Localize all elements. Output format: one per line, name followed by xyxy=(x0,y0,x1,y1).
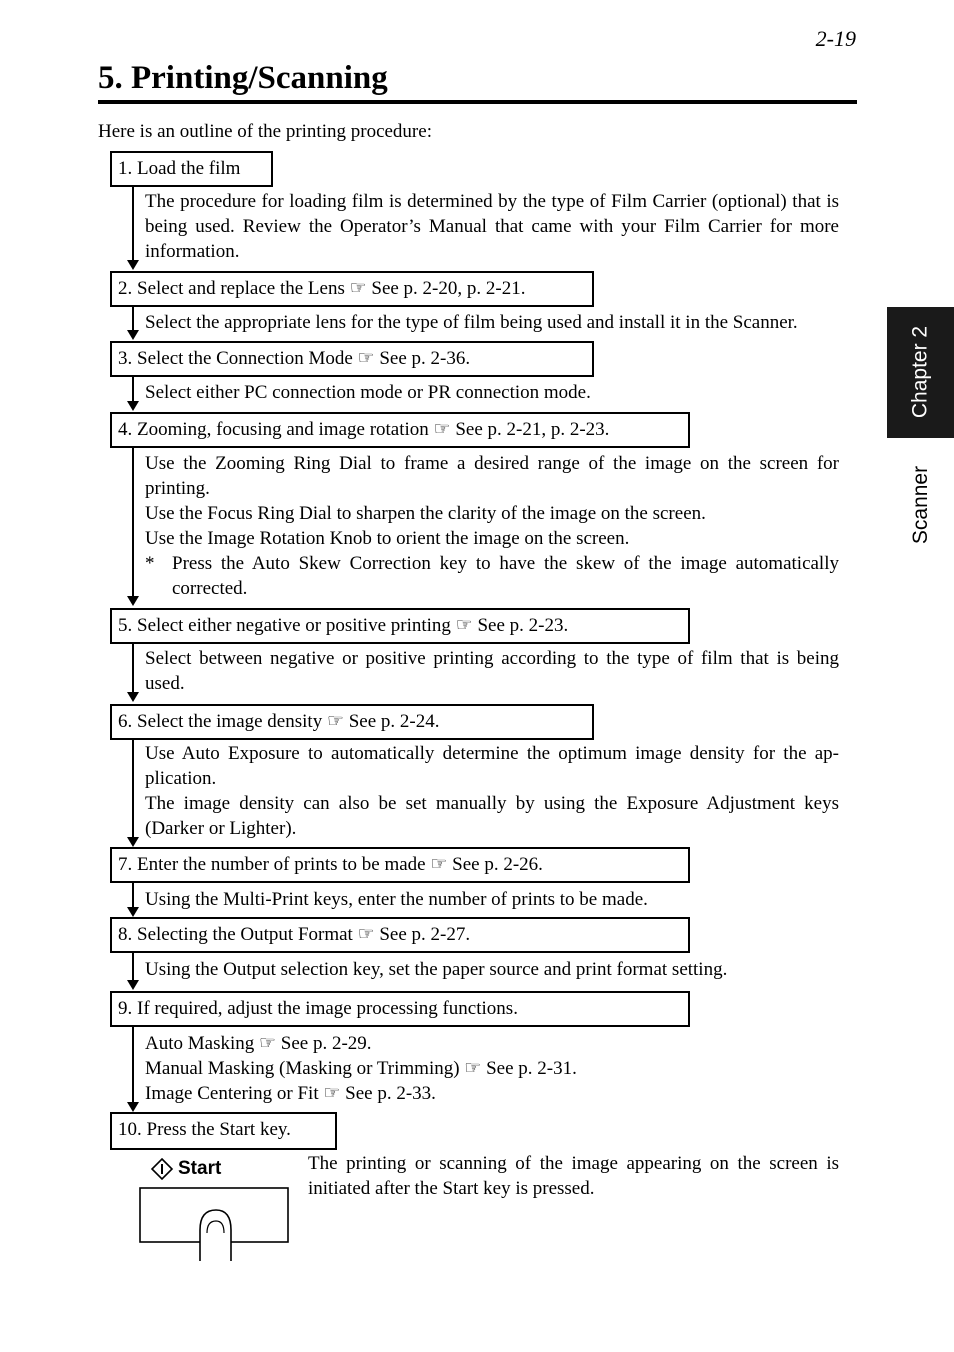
step-9-arrowhead xyxy=(127,1102,139,1112)
step-5-arrowhead xyxy=(127,692,139,702)
step-6-box: 6. Select the image density ☞ See p. 2-24. xyxy=(110,704,594,740)
step-1-description xyxy=(145,189,839,264)
step-8-line-1: Using the Output selection key, set the paper source and print format setting. xyxy=(145,959,728,980)
step-2-line-1: Select the appropriate lens for the type of film being used and install it in the Scanner. xyxy=(145,312,798,333)
step-3-box: 3. Select the Connection Mode ☞ See p. 2-36. xyxy=(110,341,594,377)
step-6-description xyxy=(145,741,839,841)
step-5-description xyxy=(145,646,839,696)
finger-icon xyxy=(200,1210,231,1261)
step-8-box: 8. Selecting the Output Format ☞ See p. 2-27. xyxy=(110,917,690,953)
step-9-description xyxy=(145,1031,839,1106)
step-3-arrow xyxy=(132,377,134,401)
step-5-box: 5. Select either negative or positive printing ☞ See p. 2-23. xyxy=(110,608,690,644)
start-key-label: Start xyxy=(178,1158,222,1179)
step-10-box: 10. Press the Start key. xyxy=(110,1112,337,1150)
step-6-arrowhead xyxy=(127,837,139,847)
step-1-arrow xyxy=(132,187,134,260)
step-4-description xyxy=(145,451,839,601)
step-7-line-1: Using the Multi-Print keys, enter the number of prints to be made. xyxy=(145,889,648,910)
step-3-line-1: Select either PC connection mode or PR connection mode. xyxy=(145,382,591,403)
page-title: 5. Printing/Scanning xyxy=(98,60,388,96)
step-6-line-2: The image density can also be set manually by using the Exposure Adjustment keys (Darker or Lighter). xyxy=(145,793,839,839)
step-1-line-1: The procedure for loading film is determined by the type of Film Carrier (optional) that is being used. Review the Operator’s Manual that came with your Film Carrier for more information. xyxy=(145,191,839,262)
step-4-arrow xyxy=(132,448,134,596)
section-tab-label: Scanner xyxy=(909,465,932,545)
step-4-arrowhead xyxy=(127,596,139,606)
step-4-note xyxy=(145,551,839,601)
step-5-arrow xyxy=(132,644,134,692)
step-2-description xyxy=(145,310,839,335)
step-6-line-1: Use Auto Exposure to automatically determine the optimum image density for the ap-plication. xyxy=(145,743,839,789)
step-2-arrowhead xyxy=(127,330,139,340)
intro-text: Here is an outline of the printing procedure: xyxy=(98,121,432,142)
step-4-box: 4. Zooming, focusing and image rotation ☞ See p. 2-21, p. 2-23. xyxy=(110,412,690,448)
step-5-line-1: Select between negative or positive printing according to the type of film that is being used. xyxy=(145,648,839,694)
step-8-arrowhead xyxy=(127,980,139,990)
step-1-arrowhead xyxy=(127,260,139,270)
section-tab xyxy=(887,445,954,565)
step-6-arrow xyxy=(132,740,134,837)
step-9-arrow xyxy=(132,1027,134,1102)
step-4-line-2: Use the Focus Ring Dial to sharpen the clarity of the image on the screen. xyxy=(145,503,706,524)
note-asterisk: * xyxy=(145,553,155,574)
start-diamond-icon xyxy=(152,1159,172,1179)
step-9-line-2: Manual Masking (Masking or Trimming) ☞ See p. 2-31. xyxy=(145,1058,577,1079)
title-rule xyxy=(98,100,857,104)
step-2-box: 2. Select and replace the Lens ☞ See p. 2-20, p. 2-21. xyxy=(110,271,594,307)
step-7-description xyxy=(145,887,839,912)
step-8-description xyxy=(145,957,839,982)
step-9-line-1: Auto Masking ☞ See p. 2-29. xyxy=(145,1033,372,1054)
chapter-tab xyxy=(887,307,954,438)
page-number: 2-19 xyxy=(815,26,856,51)
step-4-line-3: Use the Image Rotation Knob to orient the image on the screen. xyxy=(145,528,630,549)
chapter-tab-label: Chapter 2 xyxy=(908,325,932,419)
step-3-description xyxy=(145,380,839,405)
step-2-arrow xyxy=(132,307,134,330)
step-7-arrowhead xyxy=(127,907,139,917)
start-key-description: The printing or scanning of the image appearing on the screen is initiated after the Start key is pressed. xyxy=(308,1153,839,1199)
step-1-box: 1. Load the film xyxy=(110,151,273,187)
step-9-box: 9. If required, adjust the image processing functions. xyxy=(110,991,690,1027)
step-3-arrowhead xyxy=(127,401,139,411)
step-7-box: 7. Enter the number of prints to be made ☞ See p. 2-26. xyxy=(110,847,690,883)
step-8-arrow xyxy=(132,953,134,980)
step-4-line-1: Use the Zooming Ring Dial to frame a desired range of the image on the screen for printing. xyxy=(145,453,839,499)
note-text: Press the Auto Skew Correction key to have the skew of the image automatically corrected. xyxy=(172,553,839,599)
step-9-line-3: Image Centering or Fit ☞ See p. 2-33. xyxy=(145,1083,436,1104)
step-7-arrow xyxy=(132,883,134,907)
